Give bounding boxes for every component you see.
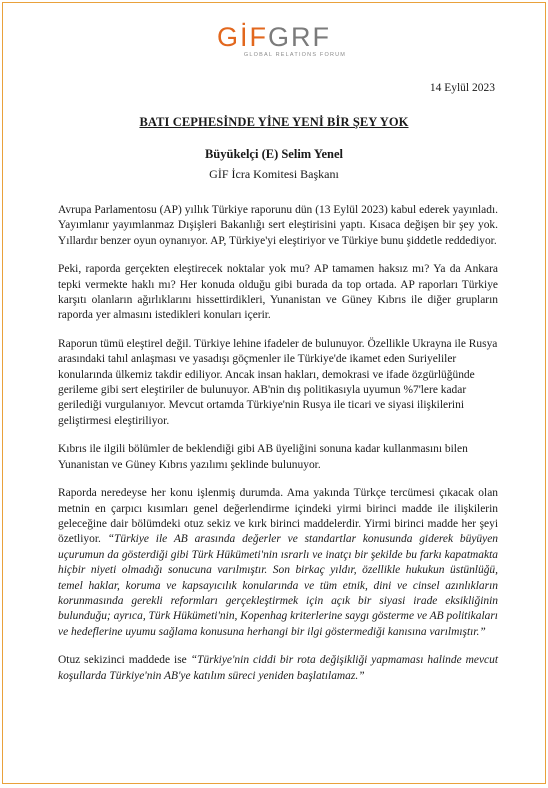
article-body (58, 203, 498, 697)
paragraph-6-quote: “Türkiye'nin ciddi bir rota değişikliği yapmaması halinde mevcut koşullarda Türkiye'nin AB'ye katılım süreci yeniden başlatılamaz.” (58, 654, 498, 682)
article-title: BATI CEPHESİNDE YİNE YENİ BİR ŞEY YOK (139, 115, 409, 129)
logo-gif-text: GİF (217, 22, 268, 52)
paragraph-6-text: Otuz sekizinci maddede ise (58, 654, 191, 667)
document-page (2, 2, 546, 784)
paragraph-6 (58, 653, 498, 684)
paragraph-5 (58, 486, 498, 640)
gif-grf-logo (3, 23, 545, 58)
logo-grf-text: GRF (268, 22, 331, 52)
paragraph-5-quote: “Türkiye ile AB arasında değerler ve standartlar konusunda giderek büyüyen uçurumun da gösterdiği gibi Türk Hükümeti'nin ısrarlı ve inatçı bir şekilde bu farkı kapatmakta hiçbir niyeti olmadığı sonucuna varılmıştır. Son birkaç yıldır, özellikle hukukun üstünlüğü, temel haklar, koruma ve kapsayıcılık konularında ve tüm etnik, dini ve cinsel azınlıkların korunmasında gerekli reformları gerçekleştirmek için açık bir siyasi irade eksikliğinin bulunduğu; ayrıca, Türk Hükümeti'nin, Kopenhag kriterlerine saygı gösterme ve AB politikaları ve hedeflerine uyumu sağlama konusuna herhangi bir ilgi göstermediği kanısına varılmıştır.” (58, 533, 498, 638)
paragraph-4: Kıbrıs ile ilgili bölümler de beklendiği gibi AB üyeliğini sonuna kadar kullanmasını bilen Yunanistan ve Güney Kıbrıs yazılımı şeklinde bulunuyor. (58, 443, 468, 471)
paragraph-5-text: Raporda neredeyse her konu işlenmiş durumda. Ama yakında Türkçe tercümesi çıkacak olan metnin en çarpıcı kısımları genel değerlendirme içindeki yirmi birinci madde ile ilişkilerin geleceğine dair bölümdeki otuz sekiz ve kırk birinci maddelerdir. Yirmi birinci madde her şeyi özetliyor. (58, 487, 498, 546)
logo-tagline: GLOBAL RELATIONS FORUM (243, 52, 347, 58)
paragraph-3: Raporun tümü eleştirel değil. Türkiye lehine ifadeler de bulunuyor. Özellikle Ukrayna ile Rusya arasındaki tahıl anlaşması ve yasadışı göçmenler ile Türkiye'de ikamet eden Suriyeliler konularında ülkemiz takdir ediliyor. Ancak insan hakları, demokrasi ve ifade özgürlüğünde gerileme gibi sert eleştiriler de bulunuyor. AB'nin dış politikasıyla uyumun %7'lere kadar gerilediği vurgulanıyor. Mevcut ortamda Türkiye'nin Rusya ile ticari ve siyasi ilişkilerini geliştirmesi eleştiriliyor. (58, 337, 498, 427)
paragraph-2: Peki, raporda gerçekten eleştirecek noktalar yok mu? AP tamamen haksız mı? Ya da Ankara tepki vermekte haklı mı? Her konuda olduğu gibi burada da top ortada. AP raporları Türkiye karşıtı olanların ağırlıklarını hissettirdikleri, Yunanistan ve Güney Kıbrıs ile diğer grupların raporda yer almasını istedikleri konuları içerir. (58, 263, 498, 322)
publication-date: 14 Eylül 2023 (429, 82, 495, 94)
paragraph-1: Avrupa Parlamentosu (AP) yıllık Türkiye raporunu dün (13 Eylül 2023) kabul ederek yayınladı. Yayımlanır yayımlanmaz Dışişleri Bakanlığı sert eleştirisini yaptı. Kısaca değişen bir şey yok. Yıllardır benzer oyun oynanıyor. AP, Türkiye'yi eleştiriyor ve Türkiye bunu şiddetle reddediyor. (58, 204, 498, 247)
author-role: GİF İcra Komitesi Başkanı (209, 167, 339, 181)
author-name: Büyükelçi (E) Selim Yenel (204, 147, 344, 161)
